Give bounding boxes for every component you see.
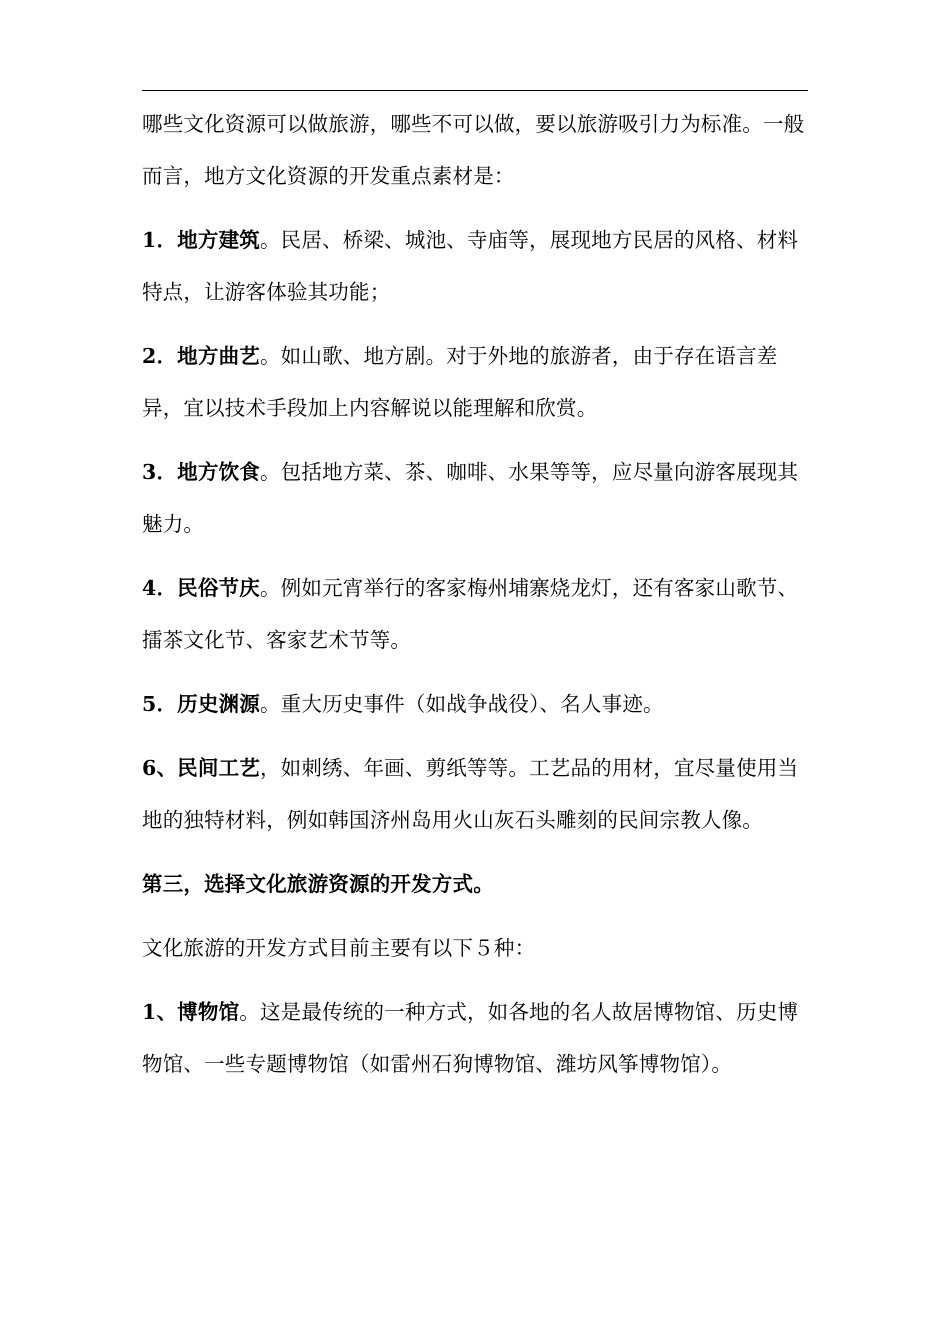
paragraph-item-2 bbox=[142, 330, 812, 434]
section-heading bbox=[142, 858, 812, 910]
paragraph-text: 。重大历史事件（如战争战役）、名人事迹。 bbox=[259, 692, 664, 716]
document-body bbox=[142, 98, 812, 1102]
paragraph-item-6 bbox=[142, 742, 812, 846]
paragraph-item-4 bbox=[142, 562, 812, 666]
paragraph-text: 哪些文化资源可以做旅游，哪些不可以做，要以旅游吸引力为标准。一般而言，地方文化资源的开发重点素材是： bbox=[142, 112, 805, 188]
paragraph-text: 。例如元宵举行的客家梅州埔寨烧龙灯，还有客家山歌节、擂茶文化节、客家艺术节等。 bbox=[142, 576, 799, 652]
paragraph-lead: 6、民间工艺 bbox=[142, 756, 260, 780]
paragraph-lead: 3．地方饮食 bbox=[142, 460, 260, 484]
paragraph-lead: 2．地方曲艺 bbox=[142, 344, 260, 368]
paragraph-lead: 1、博物馆 bbox=[142, 1000, 240, 1024]
paragraph-text: 。民居、桥梁、城池、寺庙等，展现地方民居的风格、材料特点，让游客体验其功能； bbox=[142, 228, 799, 304]
paragraph-intro bbox=[142, 98, 812, 202]
paragraph-lead: 1．地方建筑 bbox=[142, 228, 260, 252]
paragraph-item-1 bbox=[142, 214, 812, 318]
paragraph-item-3 bbox=[142, 446, 812, 550]
paragraph-text: 。如山歌、地方剧。对于外地的旅游者，由于存在语言差异，宜以技术手段加上内容解说以能理解和欣赏。 bbox=[142, 344, 778, 420]
section-heading-text: 第三，选择文化旅游资源的开发方式。 bbox=[142, 872, 494, 896]
paragraph-text: 。这是最传统的一种方式，如各地的名人故居博物馆、历史博物馆、一些专题博物馆（如雷州石狗博物馆、潍坊风筝博物馆）。 bbox=[142, 1000, 799, 1076]
paragraph-text: 。包括地方菜、茶、咖啡、水果等等，应尽量向游客展现其魅力。 bbox=[142, 460, 799, 536]
paragraph-item-5 bbox=[142, 678, 812, 730]
paragraph-text: 文化旅游的开发方式目前主要有以下５种： bbox=[142, 936, 536, 960]
paragraph-lead: 5．历史渊源 bbox=[142, 692, 260, 716]
paragraph-methods-intro bbox=[142, 922, 812, 974]
header-rule bbox=[142, 90, 808, 91]
paragraph-text: ，如刺绣、年画、剪纸等等。工艺品的用材，宜尽量使用当地的独特材料，例如韩国济州岛用火山灰石头雕刻的民间宗教人像。 bbox=[142, 756, 799, 832]
paragraph-lead: 4．民俗节庆 bbox=[142, 576, 260, 600]
paragraph-method-1 bbox=[142, 986, 812, 1090]
